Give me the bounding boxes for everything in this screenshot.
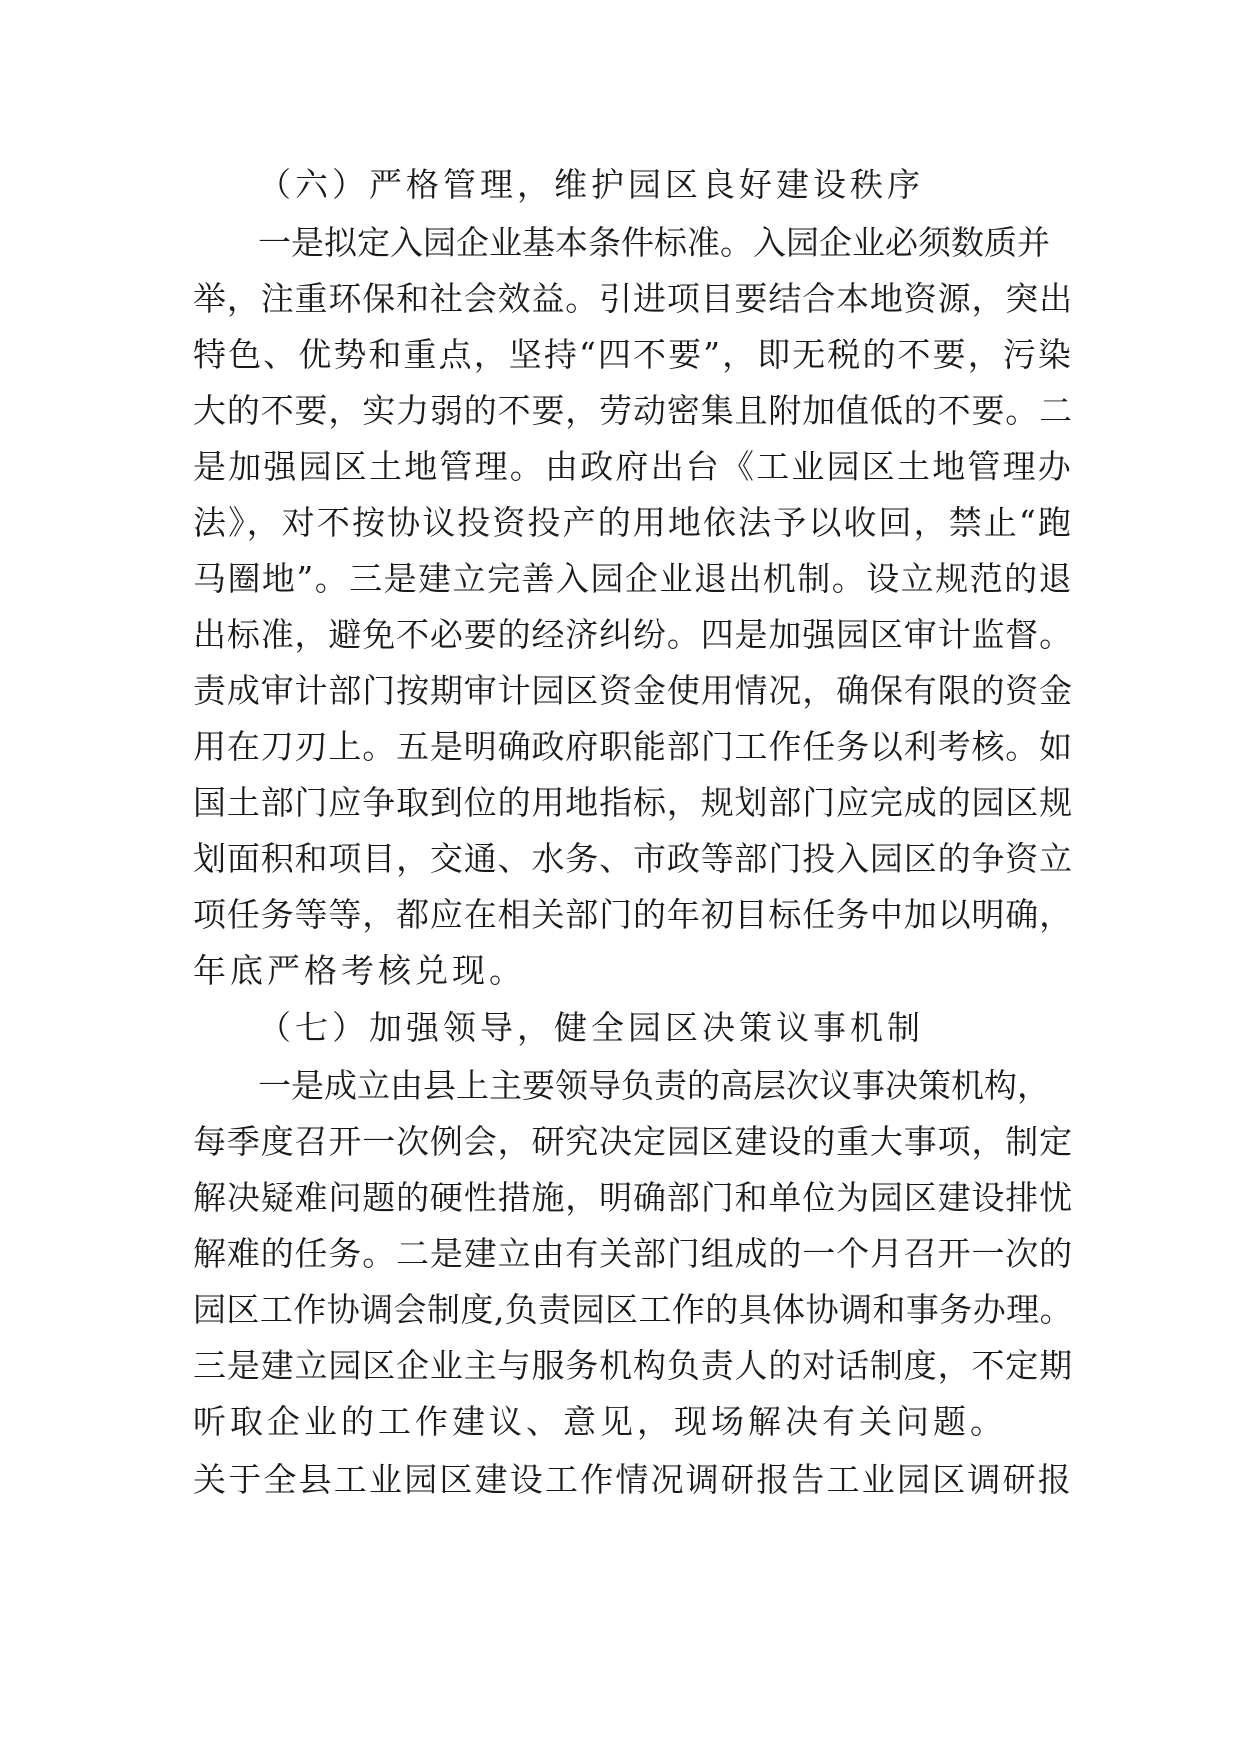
paragraph-line: 每季度召开一次例会，研究决定园区建设的重大事项，制定 — [193, 1122, 1073, 1161]
footer-text-line: 关于全县工业园区建设工作情况调研报告工业园区调研报 — [193, 1460, 1073, 1499]
paragraph-line: 举，注重环保和社会效益。引进项目要结合本地资源，突出 — [193, 279, 1073, 318]
paragraph-line: 一是成立由县上主要领导负责的高层次议事决策机构， — [258, 1066, 1050, 1105]
paragraph-line: 用在刀刃上。五是明确政府职能部门工作任务以利考核。如 — [193, 727, 1073, 766]
paragraph-line: 项任务等等，都应在相关部门的年初目标任务中加以明确， — [193, 895, 1073, 934]
paragraph-line: 马圈地”。三是建立完善入园企业退出机制。设立规范的退 — [193, 559, 1073, 598]
paragraph-line: 划面积和项目，交通、水务、市政等部门投入园区的争资立 — [193, 839, 1073, 878]
section-heading-7: （七）加强领导，健全园区决策议事机制 — [258, 1008, 924, 1047]
section-heading-6: （六）严格管理，维护园区良好建设秩序 — [258, 165, 924, 204]
paragraph-line: 特色、优势和重点，坚持“四不要”，即无税的不要，污染 — [193, 335, 1073, 374]
paragraph-line: 年底严格考核兑现。 — [193, 951, 526, 990]
paragraph-line: 园区工作协调会制度,负责园区工作的具体协调和事务办理。 — [193, 1290, 1073, 1329]
paragraph-line: 国土部门应争取到位的用地指标，规划部门应完成的园区规 — [193, 783, 1073, 822]
paragraph-line: 解决疑难问题的硬性措施，明确部门和单位为园区建设排忧 — [193, 1178, 1073, 1217]
paragraph-line: 听取企业的工作建议、意见，现场解决有关问题。 — [193, 1402, 1007, 1441]
paragraph-line: 三是建立园区企业主与服务机构负责人的对话制度，不定期 — [193, 1346, 1073, 1385]
paragraph-line: 一是拟定入园企业基本条件标准。入园企业必须数质并 — [258, 223, 1050, 262]
paragraph-line: 责成审计部门按期审计园区资金使用情况，确保有限的资金 — [193, 671, 1073, 710]
paragraph-line: 是加强园区土地管理。由政府出台《工业园区土地管理办 — [193, 447, 1073, 486]
paragraph-line: 大的不要，实力弱的不要，劳动密集且附加值低的不要。二 — [193, 391, 1073, 430]
paragraph-line: 解难的任务。二是建立由有关部门组成的一个月召开一次的 — [193, 1234, 1073, 1273]
paragraph-line: 出标准，避免不必要的经济纠纷。四是加强园区审计监督。 — [193, 615, 1073, 654]
paragraph-line: 法》，对不按协议投资投产的用地依法予以收回，禁止“跑 — [193, 503, 1073, 542]
